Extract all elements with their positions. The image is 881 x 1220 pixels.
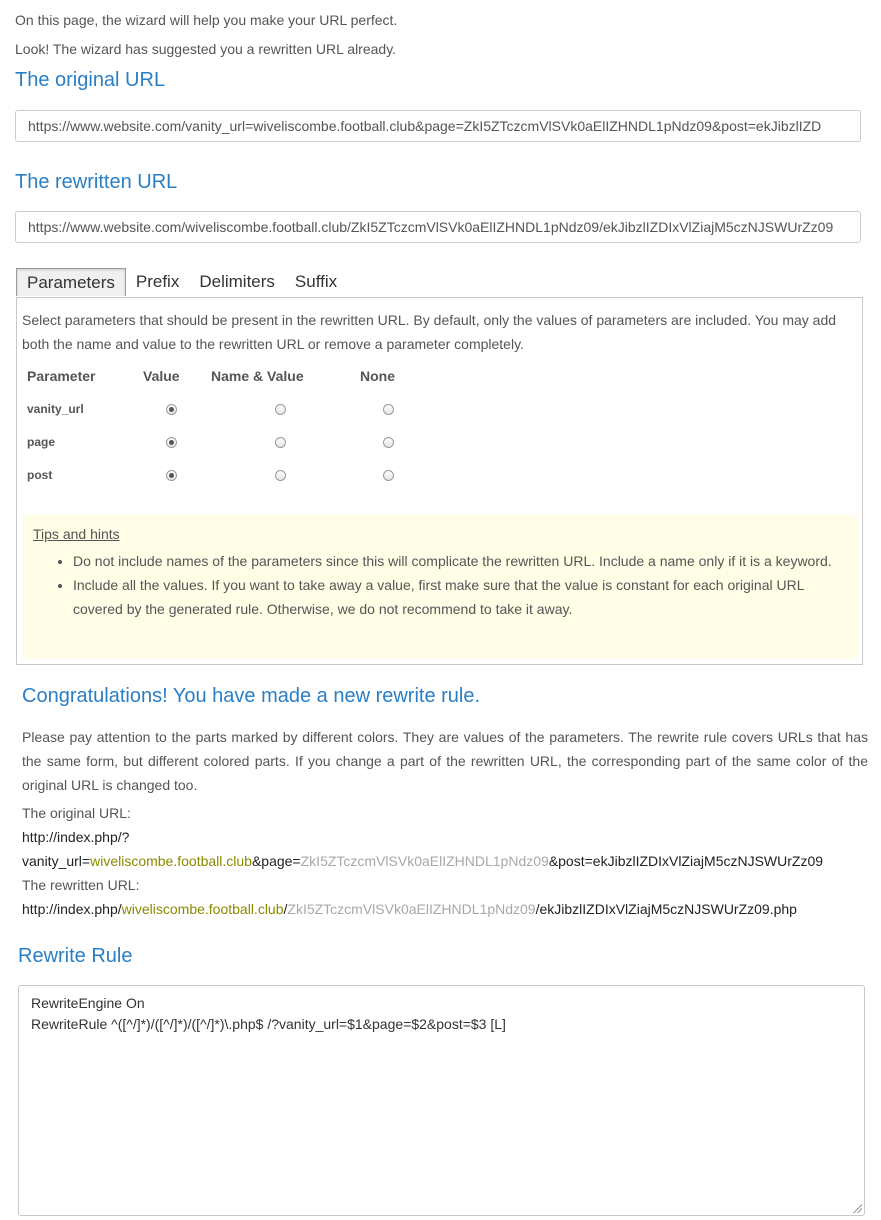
rewritten-part: http://index.php/ <box>22 901 122 917</box>
radio-post-name-value[interactable] <box>275 470 286 481</box>
original-url-title: The original URL <box>15 69 166 91</box>
parameters-panel <box>16 297 863 665</box>
result-explanation: Please pay attention to the parts marked by different colors. They are values of the parameters. The rewrite rule covers URLs that has the same form, but different colored parts. If you change a part of the rewritten URL, the corresponding part of the same color of the original URL is changed too. <box>22 729 868 793</box>
header-value: Value <box>143 368 180 384</box>
rewritten-url-colored <box>22 901 797 917</box>
value-page: ZkI5ZTczcmVlSVk0aElIZHNDL1pNdz09 <box>300 853 549 869</box>
resize-grip-icon[interactable] <box>852 1203 862 1213</box>
radio-vanity-url-value[interactable] <box>166 404 177 415</box>
radio-page-none[interactable] <box>383 437 394 448</box>
rewrite-rule-title: Rewrite Rule <box>18 945 133 967</box>
rewritten-part: / <box>283 901 288 917</box>
rewrite-rule-textarea[interactable] <box>18 985 865 1216</box>
value-page: ZkI5ZTczcmVlSVk0aElIZHNDL1pNdz09 <box>287 901 536 917</box>
rewrite-rule-line: RewriteEngine On <box>31 995 145 1011</box>
value-post: ekJibzlIZDIxVlZiajM5czNJSWUrZz09 <box>539 901 770 917</box>
rewritten-url-input[interactable]: https://www.website.com/wiveliscombe.football.club/ZkI5ZTczcmVlSVk0aElIZHNDL1pNdz09/ekJibzlIZDIxVlZiajM5czNJSWUrZz09 <box>15 211 861 243</box>
radio-vanity-url-none[interactable] <box>383 404 394 415</box>
tips-title[interactable]: Tips and hints <box>33 526 120 542</box>
original-url-line1: http://index.php/? <box>22 829 130 845</box>
tab-delimiters[interactable]: Delimiters <box>199 272 275 291</box>
param-name-post: post <box>27 468 53 482</box>
tip-item: • Do not include names of the parameters since this will complicate the rewritten URL. Include a name only if it is a keyword. <box>73 549 847 573</box>
radio-post-value[interactable] <box>166 470 177 481</box>
original-url-colored <box>22 853 823 869</box>
header-none: None <box>360 368 395 384</box>
rewrite-rule-line: RewriteRule ^([^/]*)/([^/]*)/([^/]*)\.php$ /?vanity_url=$1&page=$2&post=$3 [L] <box>31 1016 506 1032</box>
value-vanity-url: wiveliscombe.football.club <box>121 901 284 917</box>
original-part: vanity_url= <box>22 853 91 869</box>
rewritten-part: .php <box>769 901 797 917</box>
param-name-vanity-url: vanity_url <box>27 402 84 416</box>
original-part: &page= <box>251 853 301 869</box>
tab-prefix[interactable]: Prefix <box>135 272 180 291</box>
original-part: &post= <box>548 853 593 869</box>
tips-list <box>33 549 847 621</box>
rewritten-part: / <box>535 901 540 917</box>
header-name-value: Name & Value <box>211 368 304 384</box>
intro-text-2: Look! The wizard has suggested you a rewritten URL already. <box>15 41 397 57</box>
radio-post-none[interactable] <box>383 470 394 481</box>
rewritten-url-title: The rewritten URL <box>15 171 178 193</box>
parameters-description: Select parameters that should be present in the rewritten URL. By default, only the values of parameters are included. You may add both the name and value to the rewritten URL or remove a parameter completely. <box>22 312 837 352</box>
intro-text-1: On this page, the wizard will help you make your URL perfect. <box>15 12 398 28</box>
tab-bar <box>16 268 347 296</box>
radio-vanity-url-name-value[interactable] <box>275 404 286 415</box>
value-post: ekJibzlIZDIxVlZiajM5czNJSWUrZz09 <box>592 853 824 869</box>
value-vanity-url: wiveliscombe.football.club <box>90 853 252 869</box>
congrats-title: Congratulations! You have made a new rewrite rule. <box>22 685 481 707</box>
tip-item: • Include all the values. If you want to take away a value, first make sure that the value is constant for each original URL covered by the generated rule. Otherwise, we do not recommend to take it away. <box>73 573 847 621</box>
original-url-label: The original URL: <box>22 805 131 821</box>
tips-box <box>23 515 857 659</box>
radio-page-value[interactable] <box>166 437 177 448</box>
param-name-page: page <box>27 435 56 449</box>
original-url-input[interactable]: https://www.website.com/vanity_url=wiveliscombe.football.club&page=ZkI5ZTczcmVlSVk0aElIZHNDL1pNdz09&post=ekJibzlIZD <box>15 110 861 142</box>
header-parameter: Parameter <box>27 368 96 384</box>
rewritten-url-label: The rewritten URL: <box>22 877 140 893</box>
tab-parameters[interactable]: Parameters <box>16 268 126 296</box>
radio-page-name-value[interactable] <box>275 437 286 448</box>
tab-suffix[interactable]: Suffix <box>294 272 338 291</box>
